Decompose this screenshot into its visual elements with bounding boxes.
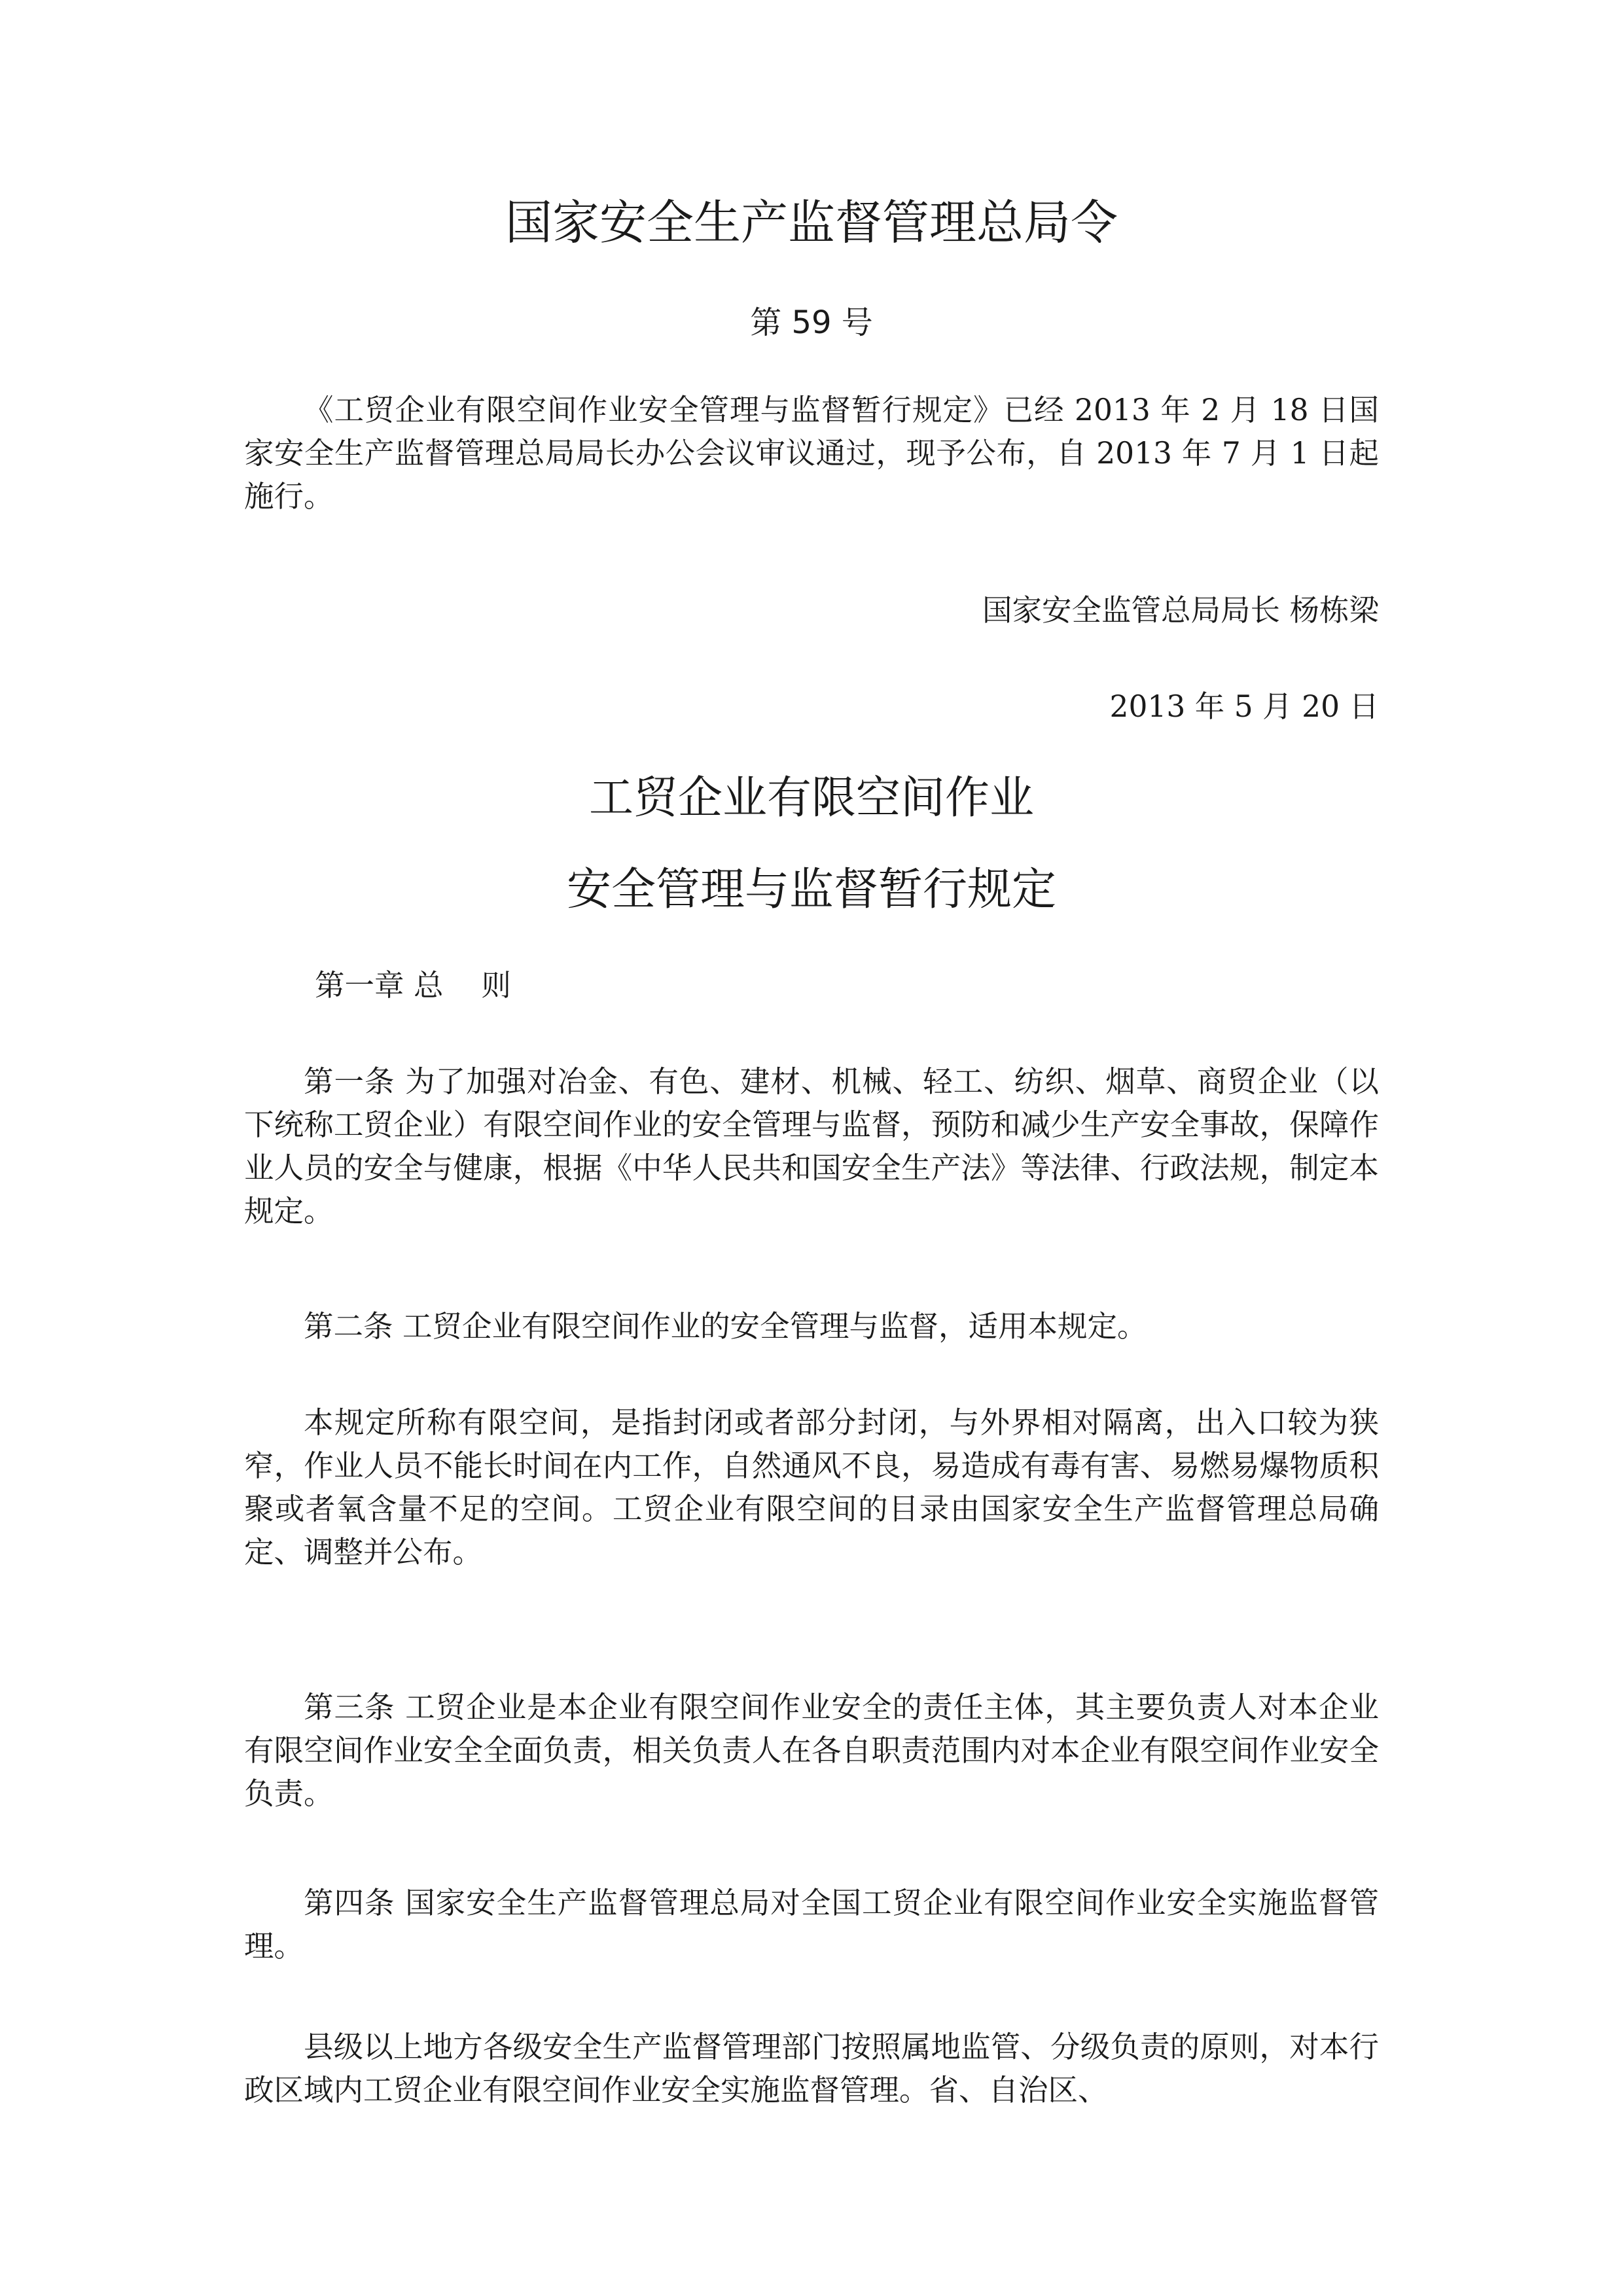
- regulation-title-line-1: 工贸企业有限空间作业: [588, 772, 1034, 824]
- order-number: 第 59 号: [750, 304, 873, 341]
- decree-title: 国家安全生产监督管理总局令: [505, 195, 1118, 250]
- signatory: 国家安全监管总局局长 杨栋梁: [982, 593, 1379, 628]
- decree-date: 2013 年 5 月 20 日: [1109, 689, 1379, 724]
- decree-text: 《工贸企业有限空间作业安全管理与监督暂行规定》已经 2013 年 2 月 18 日国家安全生产监督管理总局局长办公会议审议通过，现予公布，自 2013 年 7 月 1 日起施行。: [244, 393, 1379, 514]
- article-2-definition: 本规定所称有限空间，是指封闭或者部分封闭，与外界相对隔离，出入口较为狭窄，作业人员不能长时间在内工作，自然通风不良，易造成有毒有害、易燃易爆物质积聚或者氧含量不足的空间。工贸企业有限空间的目录由国家安全生产监督管理总局确定、调整并公布。: [244, 1405, 1379, 1570]
- chapter-heading: 第一章 总 则: [315, 968, 511, 1003]
- article-4-local: 县级以上地方各级安全生产监督管理部门按照属地监管、分级负责的原则，对本行政区域内工贸企业有限空间作业安全实施监督管理。省、自治区、: [244, 2030, 1379, 2108]
- regulation-title-line-2: 安全管理与监督暂行规定: [566, 864, 1056, 916]
- article-1: 第一条 为了加强对冶金、有色、建材、机械、轻工、纺织、烟草、商贸企业（以下统称工贸企业）有限空间作业的安全管理与监督，预防和减少生产安全事故，保障作业人员的安全与健康，根据《中华人民共和国安全生产法》等法律、行政法规，制定本规定。: [244, 1064, 1379, 1229]
- article-3: 第三条 工贸企业是本企业有限空间作业安全的责任主体，其主要负责人对本企业有限空间作业安全全面负责，相关负责人在各自职责范围内对本企业有限空间作业安全负责。: [244, 1690, 1379, 1811]
- article-2: 第二条 工贸企业有限空间作业的安全管理与监督，适用本规定。: [304, 1309, 1147, 1344]
- article-4: 第四条 国家安全生产监督管理总局对全国工贸企业有限空间作业安全实施监督管理。: [244, 1886, 1379, 1964]
